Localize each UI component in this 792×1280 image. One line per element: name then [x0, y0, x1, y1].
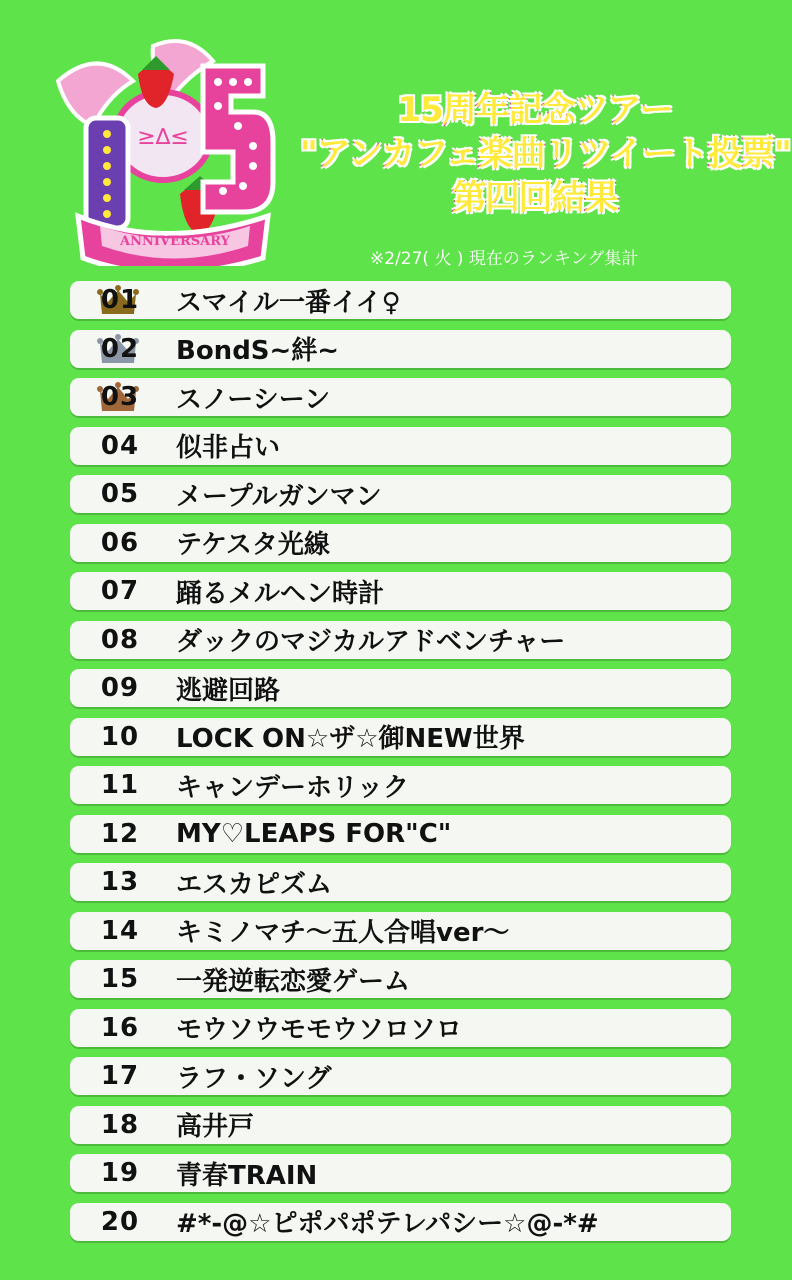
song-title: 青春TRAIN [176, 1160, 318, 1191]
ranking-row [70, 669, 731, 707]
rank-number [70, 673, 170, 703]
song-title: 踊るメルヘン時計 [176, 578, 385, 609]
rank-number [70, 1061, 170, 1091]
song-title: テケスタ光線 [176, 530, 330, 560]
song-title: キャンデーホリック [176, 772, 409, 803]
ranking-row [70, 960, 731, 998]
ranking-row [70, 912, 731, 950]
rank-number [70, 1013, 170, 1043]
rank-number [70, 625, 170, 655]
ranking-row [70, 572, 731, 610]
rank-label: 12 [100, 818, 140, 849]
ranking-row [70, 475, 731, 513]
song-title: 高井戸 [176, 1112, 255, 1142]
ranking-row [70, 1154, 731, 1192]
song-title: BondS~絆~ [176, 336, 340, 366]
song-title: メープルガンマン [176, 481, 382, 512]
rank-label: 06 [100, 527, 140, 558]
ranking-row [70, 621, 731, 659]
rank-number [70, 1110, 170, 1140]
ranking-row [70, 1106, 731, 1144]
rank-number [70, 867, 170, 897]
ranking-row [70, 427, 731, 465]
ranking-row [70, 766, 731, 804]
ranking-row [70, 1057, 731, 1095]
song-title: 似非占い [176, 433, 281, 463]
song-title: キミノマチ～五人合唱ver～ [176, 918, 510, 948]
ranking-row [70, 378, 731, 416]
rank-label: 10 [100, 721, 140, 752]
song-title: スマイル一番イイ♀ [176, 287, 401, 318]
rank-number [70, 479, 170, 509]
song-title: モウソウモモウソロソロ [176, 1015, 463, 1045]
rank-label: 03 [100, 382, 140, 412]
ranking-row [70, 281, 731, 319]
title-line-2: "アンカフェ楽曲リツイート投票" [300, 134, 791, 174]
rank-label: 15 [100, 964, 140, 994]
song-title: スノーシーン [176, 384, 331, 415]
ranking-row [70, 1009, 731, 1047]
rank-label: 19 [100, 1158, 140, 1188]
song-title: #*-@☆ピポパポテレパシー☆@-*# [176, 1209, 599, 1239]
rank-label: 01 [100, 285, 140, 315]
ranking-row [70, 815, 731, 853]
ranking-row [70, 718, 731, 756]
ranking-row [70, 524, 731, 562]
rank-label: 18 [100, 1109, 140, 1140]
rank-number [70, 1158, 170, 1188]
rank-label: 04 [100, 430, 140, 461]
rank-label: 20 [100, 1206, 140, 1237]
rank-number [70, 382, 170, 412]
rank-label: 08 [100, 624, 140, 655]
rank-label: 16 [100, 1012, 140, 1043]
rank-label: 07 [100, 576, 140, 606]
title-line-1: 15周年記念ツアー [397, 90, 673, 130]
rank-label: 14 [100, 915, 140, 946]
logo-ribbon-text: ANNIVERSARY [120, 234, 230, 249]
ranking-row [70, 1203, 731, 1241]
rank-label: 02 [100, 333, 140, 364]
rank-number [70, 916, 170, 946]
rank-number [70, 819, 170, 849]
rank-number [70, 964, 170, 994]
rank-number [70, 576, 170, 606]
song-title: 逃避回路 [176, 675, 281, 706]
ranking-row [70, 330, 731, 368]
song-title: エスカピズム [176, 869, 333, 900]
ranking-list [70, 281, 731, 1251]
rank-number [70, 431, 170, 461]
tally-note: ※2/27( 火 ) 現在のランキング集計 [370, 249, 639, 269]
rank-number [70, 722, 170, 752]
song-title: ダックのマジカルアドベンチャー [176, 627, 566, 657]
rank-label: 13 [100, 867, 140, 897]
rank-label: 05 [100, 479, 140, 509]
song-title: 一発逆転恋愛ゲーム [176, 966, 411, 997]
ranking-row [70, 863, 731, 901]
rank-number [70, 285, 170, 315]
title-line-3: 第四回結果 [452, 178, 618, 218]
rank-number [70, 334, 170, 364]
rank-label: 09 [100, 673, 140, 703]
rank-number [70, 528, 170, 558]
song-title: MY♡LEAPS FOR"C" [176, 818, 452, 849]
song-title: ラフ・ソング [176, 1063, 332, 1094]
song-title: LOCK ON☆ザ☆御NEW世界 [176, 724, 525, 754]
svg-text:≥∆≤: ≥∆≤ [137, 125, 189, 150]
rank-number [70, 770, 170, 800]
rank-number [70, 1207, 170, 1237]
page-title [300, 88, 791, 220]
rank-label: 11 [100, 770, 140, 800]
anniversary-logo [38, 26, 288, 266]
rank-label: 17 [100, 1061, 140, 1091]
